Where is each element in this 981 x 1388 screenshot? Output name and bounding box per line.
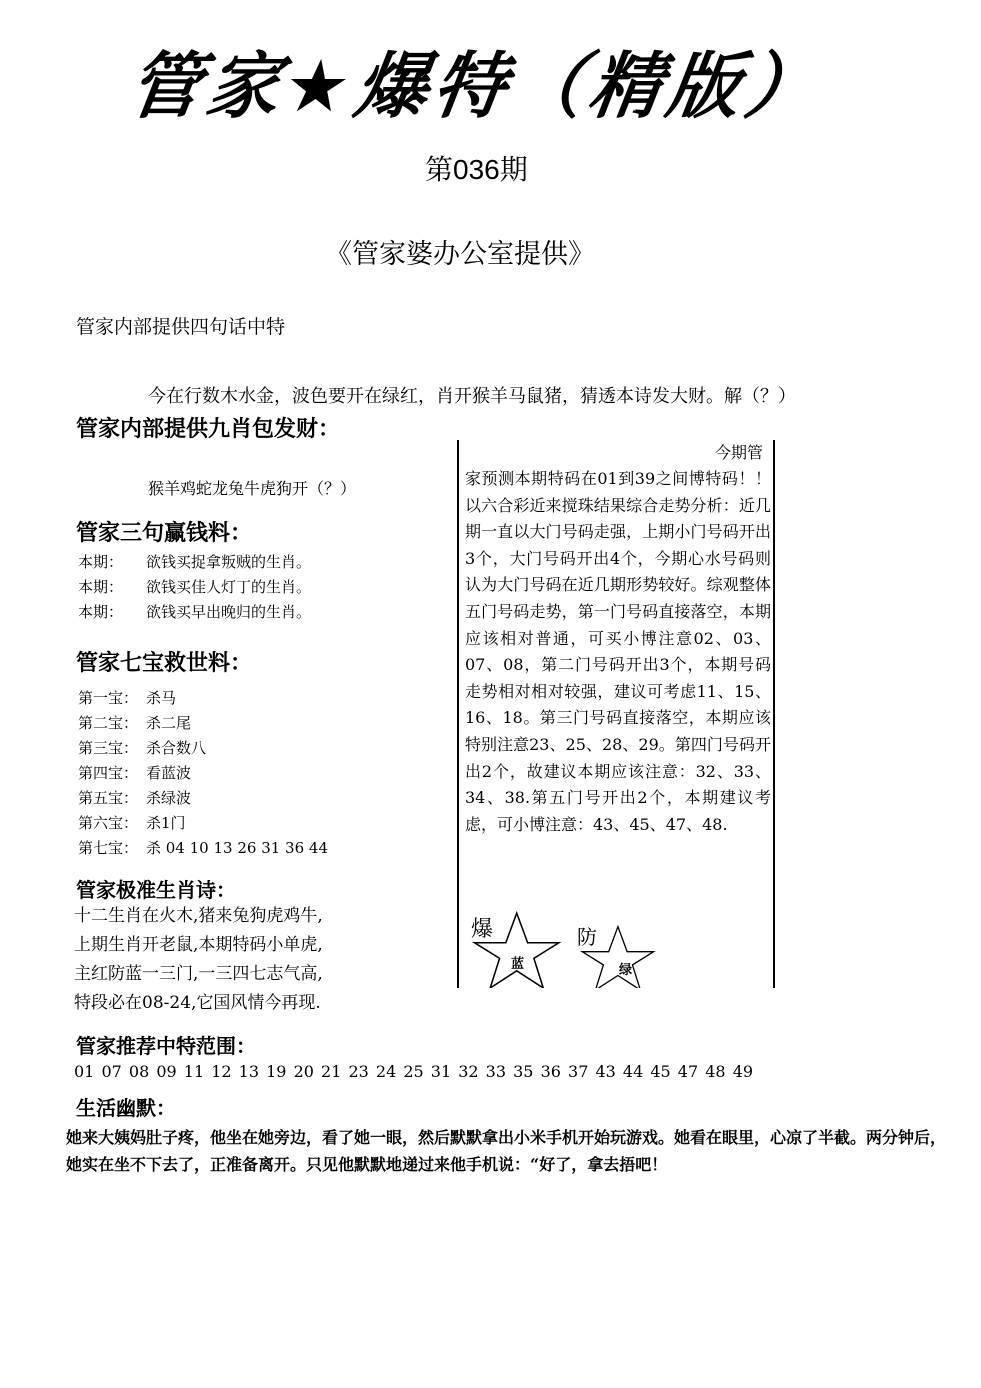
item-label: 第二宝： xyxy=(78,714,139,732)
humor-heading: 生活幽默： xyxy=(76,1096,176,1120)
item-text: 欲钱买捉拿叛贼的生肖。 xyxy=(146,553,312,571)
item-label: 第七宝： xyxy=(78,839,139,857)
poem-line: 十二生肖在火木,猪来兔狗虎鸡牛, xyxy=(74,906,323,926)
three-sentence-heading: 管家三句赢钱料： xyxy=(76,521,253,546)
list-item xyxy=(78,836,328,861)
item-label: 第六宝： xyxy=(78,814,139,832)
item-label: 本期： xyxy=(78,553,124,571)
issue-number: 第036期 xyxy=(425,154,528,185)
item-text: 杀合数八 xyxy=(146,739,207,757)
item-label: 本期： xyxy=(78,603,124,621)
provider-line: 《管家婆办公室提供》 xyxy=(325,239,595,270)
nine-zodiac-text: 猴羊鸡蛇龙兔牛虎狗开（？） xyxy=(148,479,357,498)
label-right: 防 xyxy=(577,925,597,949)
poem-line: 特段必在08-24,它国风情今再现. xyxy=(74,993,321,1013)
list-item xyxy=(78,575,311,600)
list-item xyxy=(78,711,328,736)
item-text: 杀1门 xyxy=(146,814,186,832)
humor-text: 她来大姨妈肚子疼，他坐在她旁边，看了她一眼，然后默默拿出小米手机开始玩游戏。她看在眼里，心凉了半截。两分钟后，她实在坐不下去了，正准备离开。只见他默默地递过来他手机说：“好了，拿去捂吧！ xyxy=(66,1128,947,1174)
analysis-body: 家预测本期特码在01到39之间博特码！！ 以六合彩近来搅珠结果综合走势分析：近几期一直以大门号码走强，上期小门号码开出3个，大门号码开出4个，今期心水号码则认为大门号码在近几期形势较好。综观整体五门号码走势，第一门号码直接落空，本期应该相对普通，可买小博注意02、03、07、08，第二门号码开出3个，本期号码走势相对相对较强，建议可考虑11、15、16、18。第三门号码直接落空，本期应该特别注意23、25、28、29。第四门号码开出2个，故建议本期应该注意：32、33、34、38.第五门号开出2个，本期建议考虑，可小博注意：43、45、47、48. xyxy=(465,469,804,834)
list-item xyxy=(78,600,311,625)
item-text: 看蓝波 xyxy=(146,764,192,782)
item-label: 第三宝： xyxy=(78,739,139,757)
list-item xyxy=(78,811,328,836)
poem-line: 主红防蓝一三门,一三四七志气高, xyxy=(74,964,323,984)
item-text: 杀 04 10 13 26 31 36 44 xyxy=(146,839,328,857)
item-label: 第一宝： xyxy=(78,689,139,707)
four-sentence-text: 今在行数木水金，波色要开在绿红，肖开猴羊马鼠猪，猜透本诗发大财。解（？） xyxy=(148,386,796,407)
seven-treasure-heading: 管家七宝救世料： xyxy=(76,651,253,676)
range-numbers: 01 07 08 09 11 12 13 19 20 21 23 24 25 31 32 33 35 36 37 43 44 45 47 48 49 xyxy=(74,1062,754,1081)
poem-heading: 管家极准生肖诗： xyxy=(76,878,236,902)
item-text: 杀绿波 xyxy=(146,789,192,807)
list-item xyxy=(78,736,328,761)
stars-graphic xyxy=(459,910,699,988)
item-label: 本期： xyxy=(78,578,124,596)
three-sentence-list xyxy=(78,550,311,625)
item-label: 第四宝： xyxy=(78,764,139,782)
list-item xyxy=(78,761,328,786)
star-left-label: 蓝 xyxy=(511,957,525,972)
item-text: 欲钱买佳人灯丁的生肖。 xyxy=(146,578,312,596)
poem-line: 上期生肖开老鼠,本期特码小单虎, xyxy=(74,935,323,955)
nine-zodiac-heading: 管家内部提供九肖包发财： xyxy=(76,417,341,442)
list-item xyxy=(78,550,311,575)
four-sentence-heading: 管家内部提供四句话中特 xyxy=(76,316,286,338)
item-label: 第五宝： xyxy=(78,789,139,807)
analysis-head: 今期管 xyxy=(714,443,763,462)
item-text: 欲钱买早出晚归的生肖。 xyxy=(146,603,312,621)
masthead-title: 管家★爆特（精版） xyxy=(123,44,830,128)
item-text: 杀马 xyxy=(146,689,177,707)
star-right-label: 绿 xyxy=(619,963,633,978)
poem-lines xyxy=(74,902,323,1018)
item-text: 杀二尾 xyxy=(146,714,192,732)
analysis-box xyxy=(457,440,804,988)
list-item xyxy=(78,686,328,711)
label-left: 爆 xyxy=(471,917,494,942)
range-heading: 管家推荐中特范围： xyxy=(76,1034,256,1058)
list-item xyxy=(78,786,328,811)
seven-treasure-list xyxy=(78,686,328,861)
